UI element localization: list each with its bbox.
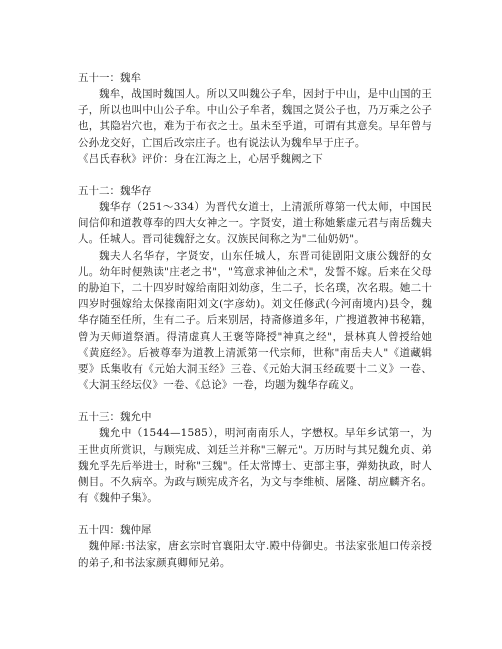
- section-paragraph: 魏允中（1544—1585），明河南南乐人，字懋权。早年乡试第一，为王世贞所赏识，与顾宪成、刘廷兰并称"三解元"。万历时与其兄魏允贞、弟魏允孚先后举进士，时称"三魏"。任太常博士、吏部主事，弹劾执政，时人侧目。不久病卒。为政与顾宪成齐名，为文与李维桢、屠隆、胡应麟齐名。有《魏仲子集》。: [78, 427, 432, 505]
- document-page: [78, 70, 432, 571]
- section-paragraph: 魏仲犀:书法家，唐玄宗时官襄阳太守.殿中侍御史。书法家张旭口传亲授的弟子,和书法家颜真卿师兄弟。: [78, 540, 432, 569]
- section-paragraph: 魏华存（251～334）为晋代女道士，上清派所尊第一代太师，中国民间信仰和道教尊奉的四大女神之一。字贤安，道士称她紫虚元君与南岳魏夫人。任城人。晋司徒魏舒之女。汉族民间称之为"二仙奶奶"。: [78, 201, 432, 246]
- section-spacer: [78, 167, 432, 183]
- section-title: 五十二：魏华存: [78, 185, 152, 198]
- section-spacer: [78, 393, 432, 409]
- section-paragraph: 《吕氏春秋》评价：身在江海之上，心居乎魏阙之下: [78, 152, 323, 165]
- section-spacer: [78, 506, 432, 522]
- section-paragraph: 魏牟，战国时魏国人。所以又叫魏公子牟，因封于中山，是中山国的王子，所以也叫中山公子牟。中山公子牟者，魏国之贤公子也，乃万乘之公子也，其隐岩穴也，难为于布衣之士。虽未至乎道，可谓有其意矣。早年曾与公孙龙交好，亡国后改宗庄子。也有说法认为魏牟早于庄子。: [78, 88, 432, 149]
- section-title: 五十四：魏仲犀: [78, 524, 152, 537]
- section-paragraph: 魏夫人名华存，字贤安，山东任城人，东晋司徒剧阳文康公魏舒的女儿。幼年时便熟读"庄老之书"，"笃意求神仙之术"，发誓不嫁。后来在父母的胁迫下，二十四岁时嫁给南阳刘幼彦，生二子，长名璞，次名瑕。她二十四岁时强嫁给太保掾南阳刘文(字彦幼)。刘文任修武(今河南境内)县令，魏华存随至任所，生有二子。后来别居，持斋修道多年，广搜道教神书秘籍，曾为天师道祭酒。得清虚真人王褒等降授"神真之经"，景林真人曾授给她《黄庭经》。后被尊奉为道教上清派第一代宗师，世称"南岳夫人"《道藏辑要》氐集收有《元始大洞玉经》三卷、《元始大洞玉经疏要十二义》一卷、《大洞玉经坛仪》一卷、《总论》一卷，均题为魏华存疏义。: [78, 249, 432, 392]
- section-title: 五十一：魏牟: [78, 72, 141, 84]
- section-title: 五十三：魏允中: [78, 411, 152, 424]
